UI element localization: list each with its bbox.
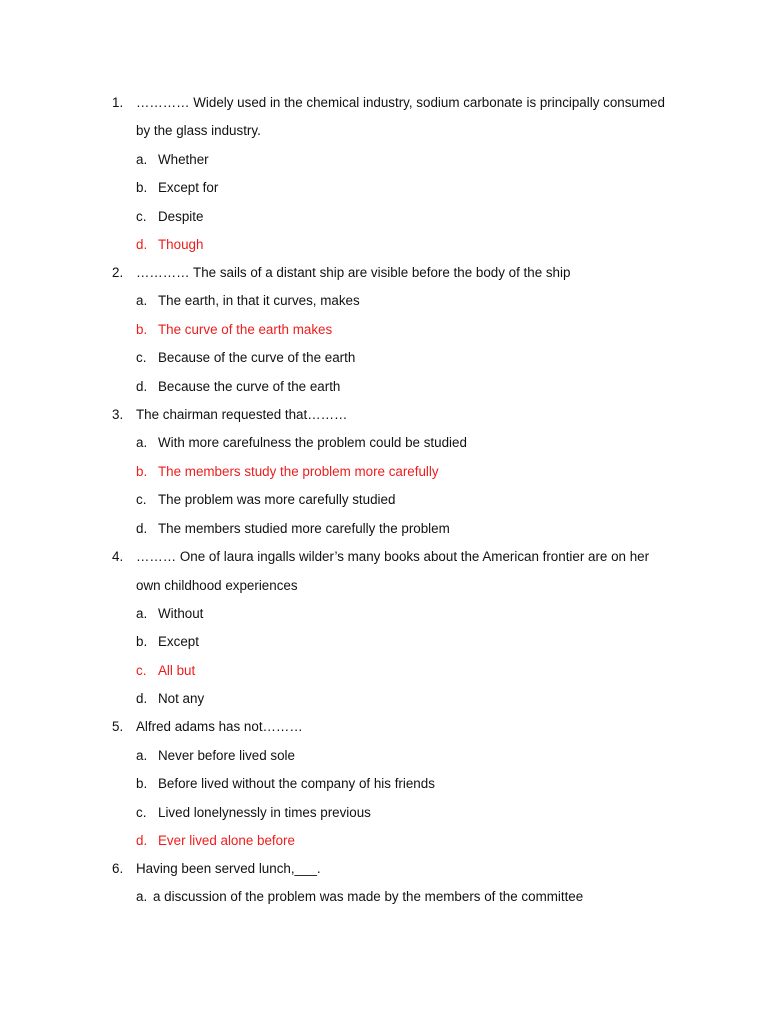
question-text: ………… The sails of a distant ship are visible before the body of the ship — [136, 265, 571, 280]
option-text: The curve of the earth makes — [158, 322, 333, 337]
option-text: Whether — [158, 152, 209, 167]
question-number: 5. — [112, 719, 124, 734]
option-letter: a. — [136, 889, 148, 904]
option-text: The earth, in that it curves, makes — [158, 293, 360, 308]
option-letter: a. — [136, 152, 148, 167]
option-text: Without — [158, 606, 204, 621]
option-text: Not any — [158, 691, 205, 706]
option-text: The members studied more carefully the problem — [158, 521, 450, 536]
option-letter: d. — [136, 691, 148, 706]
option-letter: a. — [136, 748, 148, 763]
option-text: Because of the curve of the earth — [158, 350, 356, 365]
option-text: Ever lived alone before — [158, 833, 295, 848]
question-text: ……… One of laura ingalls wilder’s many books about the American frontier are on her — [136, 549, 650, 564]
question-number: 4. — [112, 549, 124, 564]
option-letter: b. — [136, 180, 148, 195]
question-text: own childhood experiences — [136, 578, 298, 593]
option-text: Except for — [158, 180, 219, 195]
option-text: With more carefulness the problem could be studied — [158, 435, 467, 450]
option-text: All but — [158, 663, 196, 678]
option-text: Never before lived sole — [158, 748, 295, 763]
option-letter: c. — [136, 492, 147, 507]
question-text: Alfred adams has not……… — [136, 719, 303, 734]
option-letter: b. — [136, 634, 148, 649]
option-letter: a. — [136, 293, 148, 308]
option-letter: a. — [136, 606, 148, 621]
option-text: Before lived without the company of his friends — [158, 776, 435, 791]
option-text: The members study the problem more carefully — [158, 464, 439, 479]
option-letter: b. — [136, 464, 148, 479]
question-text: Having been served lunch,___. — [136, 861, 321, 876]
option-letter: c. — [136, 805, 147, 820]
option-letter: d. — [136, 833, 148, 848]
option-letter: d. — [136, 237, 148, 252]
option-text: Because the curve of the earth — [158, 379, 341, 394]
option-letter: b. — [136, 322, 148, 337]
question-number: 6. — [112, 861, 124, 876]
option-letter: c. — [136, 350, 147, 365]
option-text: The problem was more carefully studied — [158, 492, 396, 507]
option-text: Except — [158, 634, 199, 649]
option-letter: c. — [136, 663, 147, 678]
option-text: Though — [158, 237, 204, 252]
option-text: a discussion of the problem was made by the members of the committee — [153, 889, 584, 904]
option-letter: b. — [136, 776, 148, 791]
option-letter: d. — [136, 379, 148, 394]
question-text: The chairman requested that……… — [136, 407, 348, 422]
option-letter: a. — [136, 435, 148, 450]
option-letter: c. — [136, 209, 147, 224]
option-text: Despite — [158, 209, 204, 224]
option-letter: d. — [136, 521, 148, 536]
question-text: ………… Widely used in the chemical industry, sodium carbonate is principally consumed — [136, 95, 665, 110]
question-number: 1. — [112, 95, 124, 110]
question-number: 3. — [112, 407, 124, 422]
question-text: by the glass industry. — [136, 123, 261, 138]
option-text: Lived lonelynessly in times previous — [158, 805, 371, 820]
question-number: 2. — [112, 265, 124, 280]
